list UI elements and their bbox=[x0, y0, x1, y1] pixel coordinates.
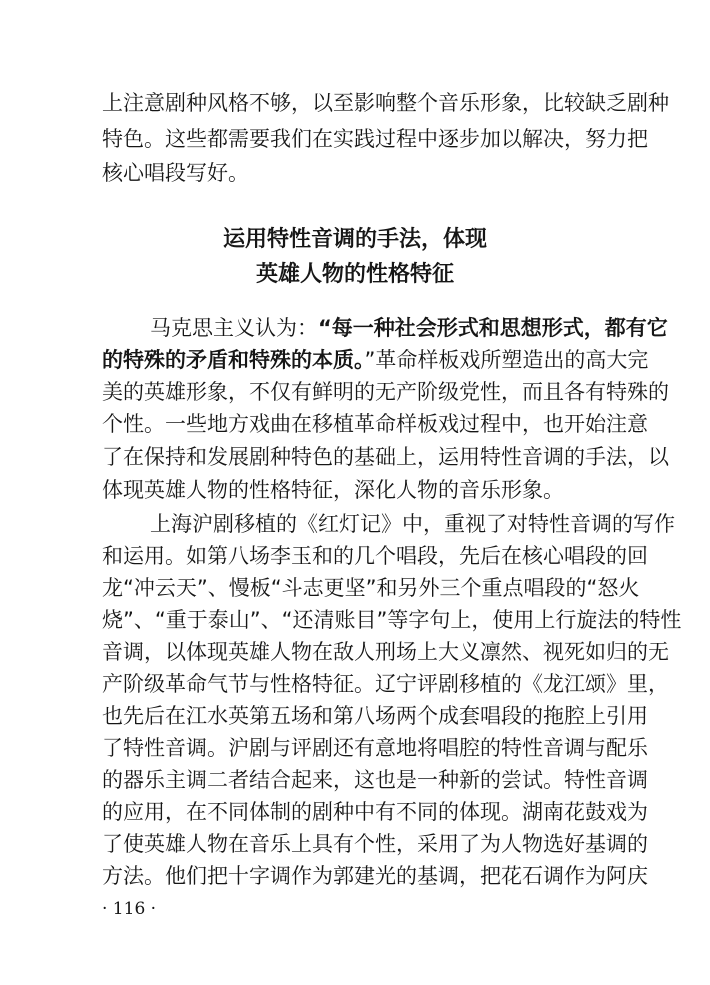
paragraph2-line-7: 也先后在江水英第五场和第八场两个成套唱段的拖腔上引用 bbox=[102, 704, 648, 728]
paragraph1-line-2 bbox=[102, 347, 649, 373]
intro-line-1: 上注意剧种风格不够，以至影响整个音乐形象，比较缺乏剧种 bbox=[102, 91, 669, 115]
paragraph2-line-6: 产阶级革命气节与性格特征。辽宁评剧移植的《龙江颂》里， bbox=[102, 672, 669, 696]
intro-line-2: 特色。这些都需要我们在实践过程中逐步加以解决，努力把 bbox=[102, 127, 648, 151]
page-number: · 116 · bbox=[102, 899, 157, 919]
section-heading-line-1: 运用特性音调的手法，体现 bbox=[222, 227, 487, 252]
section-heading-line-2: 英雄人物的性格特征 bbox=[255, 262, 454, 287]
paragraph1-line-1 bbox=[150, 315, 668, 341]
paragraph2-line-5: 音调，以体现英雄人物在敌人刑场上大义凛然、视死如归的无 bbox=[102, 640, 669, 664]
paragraph2-line-10: 的应用，在不同体制的剧种中有不同的体现。湖南花鼓戏为 bbox=[102, 800, 648, 824]
intro-line-3: 核心唱段写好。 bbox=[102, 161, 249, 185]
paragraph2-line-1: 上海沪剧移植的《红灯记》中，重视了对特性音调的写作 bbox=[150, 512, 675, 536]
marx-quote-part-1: “每一种社会形式和思想形式，都有它 bbox=[318, 316, 668, 340]
paragraph2-line-9: 的器乐主调二者结合起来，这也是一种新的尝试。特性音调 bbox=[102, 768, 648, 792]
paragraph1-line-3: 美的英雄形象，不仅有鲜明的无产阶级党性，而且各有特殊的 bbox=[102, 380, 669, 404]
paragraph1-line-5: 了在保持和发展剧种特色的基础上，运用特性音调的手法，以 bbox=[102, 445, 669, 469]
paragraph1-line-2-normal: ”革命样板戏所塑造出的高大完 bbox=[364, 348, 649, 372]
paragraph1-line-4: 个性。一些地方戏曲在移植革命样板戏过程中，也开始注意 bbox=[102, 412, 648, 436]
marx-quote-part-2: 的特殊的矛盾和特殊的本质。 bbox=[102, 348, 365, 372]
paragraph2-line-11: 了使英雄人物在音乐上具有个性，采用了为人物选好基调的 bbox=[102, 832, 648, 856]
paragraph2-line-3: 龙“冲云天”、慢板“斗志更坚”和另外三个重点唱段的“怒火 bbox=[102, 576, 640, 600]
paragraph2-line-12: 方法。他们把十字调作为郭建光的基调，把花石调作为阿庆 bbox=[102, 864, 648, 888]
paragraph1-line-6: 体现英雄人物的性格特征，深化人物的音乐形象。 bbox=[102, 478, 564, 502]
paragraph2-line-8: 了特性音调。沪剧与评剧还有意地将唱腔的特性音调与配乐 bbox=[102, 736, 648, 760]
paragraph2-line-4: 烧”、“重于泰山”、“还清账目”等字句上，使用上行旋法的特性 bbox=[102, 608, 682, 632]
paragraph2-line-2: 和运用。如第八场李玉和的几个唱段，先后在核心唱段的回 bbox=[102, 544, 648, 568]
paragraph1-line-1-normal: 马克思主义认为： bbox=[150, 316, 318, 340]
